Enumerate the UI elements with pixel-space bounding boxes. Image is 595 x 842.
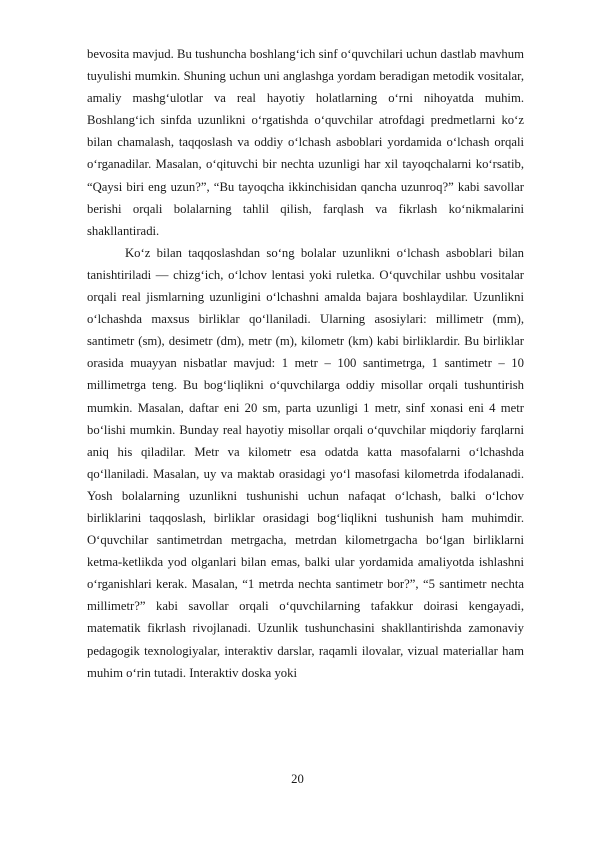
page-number: 20 <box>291 772 304 786</box>
paragraph-continuation: bevosita mavjud. Bu tushuncha boshlang‘ich sinf o‘quvchilari uchun dastlab mavhum tuyulishi mumkin. Shuning uchun uni anglashga yordam beradigan metodik vositalar, amaliy mashg‘ulotlar va real hayotiy holatlarning o‘rni nihoyatda muhim. Boshlang‘ich sinfda uzunlikni o‘rgatishda o‘quvchilar atrofdagi predmetlarni ko‘z bilan chamalash, taqqoslash va oddiy o‘lchash asboblari yordamida o‘lchash orqali o‘rganadilar. Masalan, o‘qituvchi bir nechta uzunligi har xil tayoqchalarni ko‘rsatib, “Qaysi biri eng uzun?”, “Bu tayoqcha ikkinchisidan qancha uzunroq?” kabi savollar berishi orqali bolalarning tahlil qilish, farqlash va fikrlash ko‘nikmalarini shakllantiradi. <box>87 47 524 238</box>
paragraph-measurement-units: Ko‘z bilan taqqoslashdan so‘ng bolalar uzunlikni o‘lchash asboblari bilan tanishtiriladi — chizg‘ich, o‘lchov lentasi yoki ruletka. O‘quvchilar ushbu vositalar orqali real jismlarning uzunligini o‘lchashni amalda bajara boshlaydilar. Uzunlikni o‘lchashda maxsus birliklar qo‘llaniladi. Ularning asosiylari: millimetr (mm), santimetr (sm), desimetr (dm), metr (m), kilometr (km) kabi birliklardir. Bu birliklar orasida muayyan nisbatlar mavjud: 1 metr – 100 santimetrga, 1 santimetr – 10 millimetrga teng. Bu bog‘liqlikni o‘quvchilarga oddiy misollar orqali tushuntirish mumkin. Masalan, daftar eni 20 sm, parta uzunligi 1 metr, sinf xonasi eni 4 metr bo‘lishi mumkin. Bunday real hayotiy misollar orqali o‘quvchilar miqdoriy farqlarni aniq his qiladilar. Metr va kilometr esa odatda katta masofalarni o‘lchashda qo‘llaniladi. Masalan, uy va maktab orasidagi yo‘l masofasi kilometrda ifodalanadi. Yosh bolalarning uzunlikni tushunishi uchun nafaqat o‘lchash, balki o‘lchov birliklarini taqqoslash, birliklar orasidagi bog‘liqlikni tushunish ham muhimdir. O‘quvchilar santimetrdan metrgacha, metrdan kilometrgacha bo‘lgan birliklarni ketma-ketlikda yod olganlari bilan emas, balki ular yordamida amaliyotda ishlashni o‘rganishlari kerak. Masalan, “1 metrda nechta santimetr bor?”, “5 santimetr nechta millimetr?” kabi savollar orqali o‘quvchilarning tafakkur doirasi kengayadi, matematik fikrlash rivojlanadi. Uzunlik tushunchasini shakllantirishda zamonaviy pedagogik texnologiyalar, interaktiv darslar, raqamli ilovalar, vizual materiallar ham muhim o‘rin tutadi. Interaktiv doska yoki <box>87 245 524 680</box>
body-text <box>87 43 524 684</box>
